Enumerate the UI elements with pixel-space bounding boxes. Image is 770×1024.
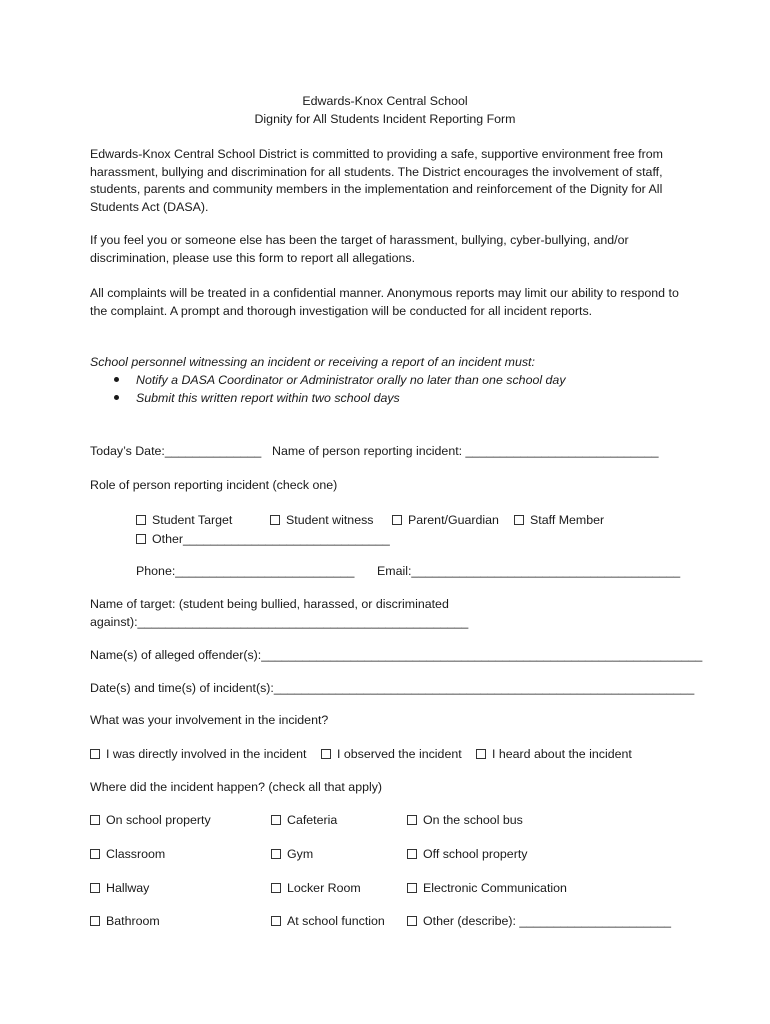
role-question: Role of person reporting incident (check one) bbox=[90, 478, 338, 492]
checkbox-icon[interactable] bbox=[407, 916, 417, 926]
checkbox-icon[interactable] bbox=[407, 815, 417, 825]
checkbox-icon[interactable] bbox=[476, 749, 486, 759]
checkbox-icon[interactable] bbox=[90, 916, 100, 926]
checkbox-icon[interactable] bbox=[271, 883, 281, 893]
location-option[interactable]: Hallway bbox=[90, 880, 149, 898]
todays-date-field[interactable]: Today’s Date:______________ bbox=[90, 444, 262, 458]
role-option-other[interactable]: Other______________________________ bbox=[136, 531, 390, 549]
checkbox-icon[interactable] bbox=[392, 515, 402, 525]
checkbox-icon[interactable] bbox=[407, 849, 417, 859]
checkbox-icon[interactable] bbox=[271, 916, 281, 926]
target-name-label: Name of target: (student being bullied, harassed, or discriminated bbox=[90, 597, 449, 611]
reporter-name-field[interactable]: Name of person reporting incident: ____________________________ bbox=[272, 444, 659, 458]
personnel-note: School personnel witnessing an incident or receiving a report of an incident must: bbox=[90, 355, 535, 369]
location-option-other[interactable]: Other (describe): ______________________ bbox=[407, 913, 671, 931]
checkbox-icon[interactable] bbox=[270, 515, 280, 525]
intro-paragraph-2: If you feel you or someone else has been the target of harassment, bullying, cyber-bullying, and/or discrimination, please use this form to report all allegations. bbox=[90, 233, 629, 265]
location-option[interactable]: At school function bbox=[271, 913, 385, 931]
location-option[interactable]: Off school property bbox=[407, 846, 527, 864]
location-option[interactable]: On school property bbox=[90, 812, 211, 830]
location-option[interactable]: Classroom bbox=[90, 846, 165, 864]
bullet-item: Submit this written report within two school days bbox=[136, 391, 400, 405]
location-option[interactable]: Locker Room bbox=[271, 880, 361, 898]
checkbox-icon[interactable] bbox=[271, 815, 281, 825]
intro-paragraph-3: All complaints will be treated in a confidential manner. Anonymous reports may limit our ability to respond to the complaint. A prompt and thorough investigation will be conducted for all incident reports. bbox=[90, 286, 679, 318]
bullet-item: Notify a DASA Coordinator or Administrator orally no later than one school day bbox=[136, 373, 566, 387]
location-option[interactable]: On the school bus bbox=[407, 812, 523, 830]
checkbox-icon[interactable] bbox=[407, 883, 417, 893]
email-field[interactable]: Email:_______________________________________ bbox=[377, 564, 681, 578]
role-option-student-witness[interactable]: Student witness bbox=[270, 512, 373, 530]
checkbox-icon[interactable] bbox=[90, 815, 100, 825]
bullet-icon bbox=[114, 372, 122, 380]
school-name: Edwards-Knox Central School bbox=[302, 94, 468, 108]
checkbox-icon[interactable] bbox=[136, 515, 146, 525]
location-option[interactable]: Bathroom bbox=[90, 913, 160, 931]
checkbox-icon[interactable] bbox=[514, 515, 524, 525]
form-title: Dignity for All Students Incident Reporting Form bbox=[254, 112, 516, 126]
checkbox-icon[interactable] bbox=[90, 749, 100, 759]
checkbox-icon[interactable] bbox=[136, 534, 146, 544]
checkbox-icon[interactable] bbox=[90, 883, 100, 893]
incident-datetime-field[interactable]: Date(s) and time(s) of incident(s):_____________________________________________________________ bbox=[90, 681, 695, 695]
checkbox-icon[interactable] bbox=[271, 849, 281, 859]
location-question: Where did the incident happen? (check all that apply) bbox=[90, 780, 383, 794]
checkbox-icon[interactable] bbox=[321, 749, 331, 759]
target-name-field[interactable]: against):________________________________________________ bbox=[90, 615, 469, 629]
location-option[interactable]: Electronic Communication bbox=[407, 880, 567, 898]
phone-field[interactable]: Phone:__________________________ bbox=[136, 564, 355, 578]
role-option-parent-guardian[interactable]: Parent/Guardian bbox=[392, 512, 499, 530]
location-option[interactable]: Gym bbox=[271, 846, 313, 864]
intro-paragraph-1: Edwards-Knox Central School District is committed to providing a safe, supportive environment free from harassment, bullying and discrimination for all students. The District encourages the involvement of staff, students, parents and community members in the implementation and reinforcement of the Dignity for All Students Act (DASA). bbox=[90, 147, 663, 214]
involvement-option-direct[interactable]: I was directly involved in the incident bbox=[90, 746, 306, 764]
checkbox-icon[interactable] bbox=[90, 849, 100, 859]
offenders-field[interactable]: Name(s) of alleged offender(s):________________________________________________________________ bbox=[90, 648, 703, 662]
role-option-staff-member[interactable]: Staff Member bbox=[514, 512, 604, 530]
involvement-option-heard[interactable]: I heard about the incident bbox=[476, 746, 632, 764]
role-option-student-target[interactable]: Student Target bbox=[136, 512, 232, 530]
involvement-question: What was your involvement in the incident? bbox=[90, 713, 329, 727]
involvement-option-observed[interactable]: I observed the incident bbox=[321, 746, 462, 764]
bullet-icon bbox=[114, 390, 122, 398]
location-option[interactable]: Cafeteria bbox=[271, 812, 337, 830]
